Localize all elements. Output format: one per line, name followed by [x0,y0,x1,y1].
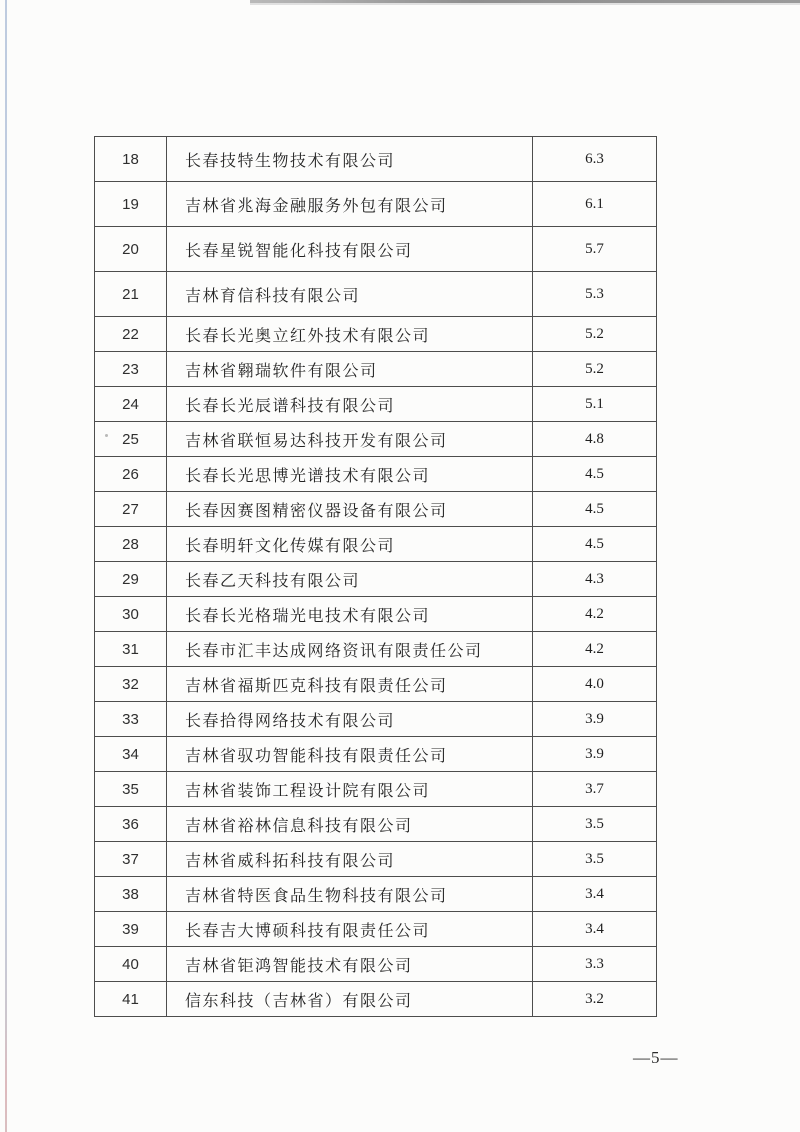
company-name-cell: 吉林省装饰工程设计院有限公司 [167,772,533,807]
table-row [95,667,657,702]
score-cell: 4.0 [533,667,657,702]
rank-cell: 40 [95,947,167,982]
company-name-cell: 长春拾得网络技术有限公司 [167,702,533,737]
rank-cell: 26 [95,457,167,492]
company-name-cell: 长春市汇丰达成网络资讯有限责任公司 [167,632,533,667]
score-cell: 4.5 [533,492,657,527]
company-name-cell: 吉林省裕林信息科技有限公司 [167,807,533,842]
table-row [95,527,657,562]
table-body [95,137,657,1017]
table-row [95,807,657,842]
company-name-cell: 吉林省特医食品生物科技有限公司 [167,877,533,912]
rank-cell: 27 [95,492,167,527]
company-name-cell: 吉林省威科拓科技有限公司 [167,842,533,877]
company-name-cell: 吉林省兆海金融服务外包有限公司 [167,182,533,227]
score-cell: 3.4 [533,912,657,947]
rank-cell: 18 [95,137,167,182]
score-cell: 5.1 [533,387,657,422]
table-row [95,457,657,492]
rank-cell: 35 [95,772,167,807]
score-cell: 3.3 [533,947,657,982]
rank-cell: 20 [95,227,167,272]
score-cell: 4.2 [533,597,657,632]
rank-cell: 25 [95,422,167,457]
company-ranking-table [94,136,657,1017]
company-name-cell: 吉林省福斯匹克科技有限责任公司 [167,667,533,702]
score-cell: 4.2 [533,632,657,667]
score-cell: 5.3 [533,272,657,317]
score-cell: 5.2 [533,352,657,387]
score-cell: 3.9 [533,737,657,772]
score-cell: 3.2 [533,982,657,1017]
score-cell: 4.3 [533,562,657,597]
rank-cell: 38 [95,877,167,912]
table-row [95,597,657,632]
rank-cell: 30 [95,597,167,632]
rank-cell: 34 [95,737,167,772]
company-name-cell: 长春长光奥立红外技术有限公司 [167,317,533,352]
table-row [95,737,657,772]
rank-cell: 33 [95,702,167,737]
table-row [95,492,657,527]
scan-artifact-top-edge [250,0,800,3]
table-row [95,982,657,1017]
score-cell: 6.3 [533,137,657,182]
table-row [95,877,657,912]
table-row [95,182,657,227]
page-number: —5— [633,1048,679,1067]
table-row [95,422,657,457]
rank-cell: 41 [95,982,167,1017]
rank-cell: 37 [95,842,167,877]
table-row [95,227,657,272]
company-name-cell: 吉林省翱瑞软件有限公司 [167,352,533,387]
company-name-cell: 长春技特生物技术有限公司 [167,137,533,182]
company-name-cell: 长春明轩文化传媒有限公司 [167,527,533,562]
score-cell: 3.5 [533,842,657,877]
score-cell: 3.7 [533,772,657,807]
rank-cell: 28 [95,527,167,562]
table-row [95,272,657,317]
company-name-cell: 长春吉大博硕科技有限责任公司 [167,912,533,947]
rank-cell: 23 [95,352,167,387]
table-row [95,632,657,667]
score-cell: 3.4 [533,877,657,912]
rank-cell: 32 [95,667,167,702]
rank-cell: 19 [95,182,167,227]
rank-cell: 36 [95,807,167,842]
table-row [95,912,657,947]
table-row [95,317,657,352]
company-name-cell: 吉林省钜鸿智能技术有限公司 [167,947,533,982]
table-row [95,562,657,597]
company-name-cell: 长春长光格瑞光电技术有限公司 [167,597,533,632]
company-name-cell: 吉林育信科技有限公司 [167,272,533,317]
company-name-cell: 长春星锐智能化科技有限公司 [167,227,533,272]
company-name-cell: 长春长光思博光谱技术有限公司 [167,457,533,492]
table-row [95,137,657,182]
company-name-cell: 长春乙天科技有限公司 [167,562,533,597]
company-name-cell: 长春长光辰谱科技有限公司 [167,387,533,422]
table-row [95,352,657,387]
score-cell: 3.9 [533,702,657,737]
score-cell: 4.5 [533,457,657,492]
score-cell: 5.2 [533,317,657,352]
company-name-cell: 吉林省联恒易达科技开发有限公司 [167,422,533,457]
rank-cell: 24 [95,387,167,422]
score-cell: 6.1 [533,182,657,227]
table-row [95,702,657,737]
table-row [95,387,657,422]
rank-cell: 39 [95,912,167,947]
rank-cell: 22 [95,317,167,352]
rank-cell: 31 [95,632,167,667]
table-row [95,842,657,877]
score-cell: 3.5 [533,807,657,842]
company-name-cell: 吉林省驭功智能科技有限责任公司 [167,737,533,772]
rank-cell: 29 [95,562,167,597]
company-name-cell: 信东科技（吉林省）有限公司 [167,982,533,1017]
score-cell: 4.5 [533,527,657,562]
scan-artifact-left-edge [5,0,7,1132]
table-row [95,947,657,982]
score-cell: 4.8 [533,422,657,457]
rank-cell: 21 [95,272,167,317]
table-row [95,772,657,807]
company-name-cell: 长春因赛图精密仪器设备有限公司 [167,492,533,527]
score-cell: 5.7 [533,227,657,272]
